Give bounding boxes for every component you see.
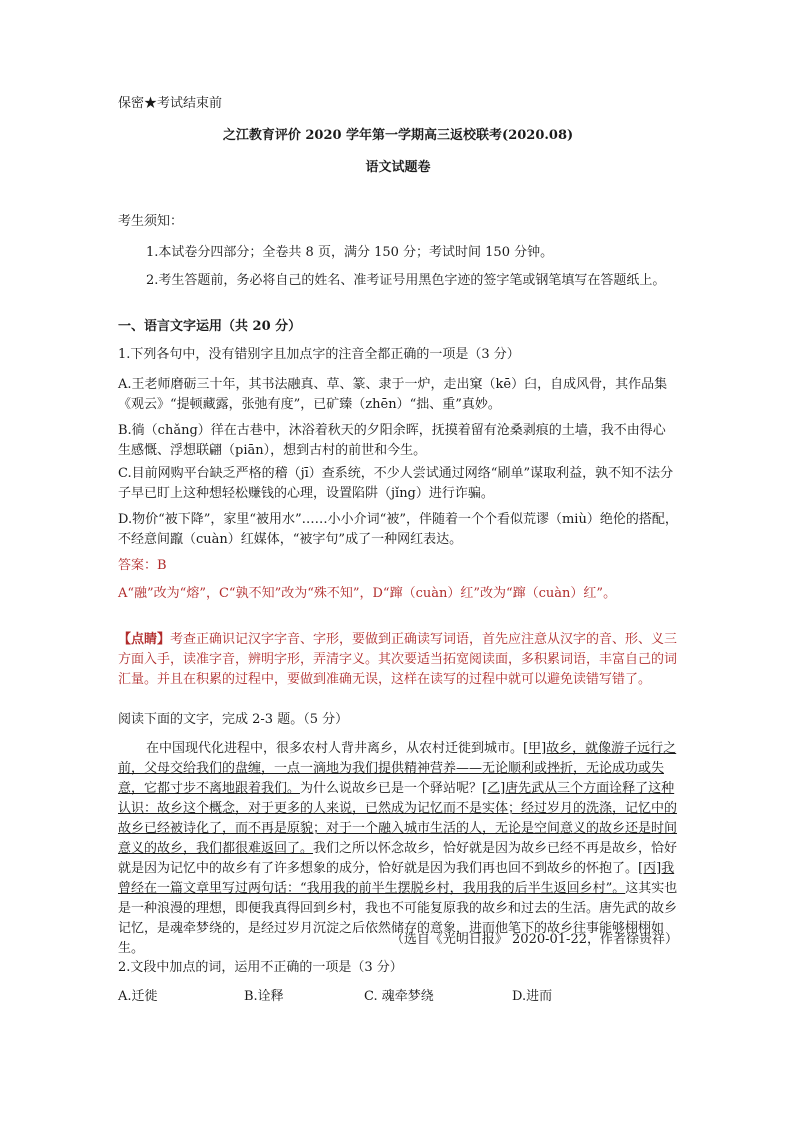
notice-label: 考生须知： — [118, 214, 184, 229]
question-2-stem: 2.文段中加点的词，运用不正确的一项是（3 分） — [118, 960, 403, 975]
secret-label: 保密★考试结束前 — [118, 96, 223, 111]
question-2-option-b: B.诠释 — [244, 989, 284, 1004]
passage-part-3: 我们之所以怀念故乡，恰好就是因为故乡已经不再是故乡，恰好就是因为记忆中的故乡有了许多想象的成分，恰好就是因为我们再也回不到故乡的怀抱了。 — [118, 841, 678, 876]
passage-part-bing: [丙]我曾经在一篇文章里写过两句话：“我用我的前半生摆脱乡村，我用我的后半生返回乡村”。 — [118, 861, 675, 896]
notice-item-1: 1.本试卷分四部分；全卷共 8 页，满分 150 分；考试时间 150 分钟。 — [146, 245, 554, 260]
passage-part-jia: [甲]故乡，就像游子远行之前，父母交给我们的盘缠，一点一滴地为我们提供精神营养——无论顺利或挫折，无论成功或失意，它都寸步不离地跟着我们。 — [118, 741, 677, 796]
passage-source: （选自《光明日报》 2020-01-22，作者徐贵祥） — [390, 932, 678, 947]
question-1-stem: 1.下列各句中，没有错别字且加点字的注音全都正确的一项是（3 分） — [118, 347, 520, 362]
passage-part-2: 为什么说故乡已是一个驿站呢？ — [300, 781, 483, 796]
question-1-option-b: B.徜（chǎng）徉在古巷中，沐浴着秋天的夕阳余晖，抚摸着留有沧桑剥痕的土墙，我不由得心生感慨、浮想联翩（piān），想到古村的前世和今生。 — [118, 423, 666, 458]
question-2-option-c: C. 魂牵梦绕 — [364, 989, 434, 1004]
section-heading: 一、语言文字运用（共 20 分） — [118, 319, 302, 334]
question-2-option-a: A.迁徙 — [118, 989, 158, 1004]
question-1-answer: 答案：B — [118, 558, 167, 573]
passage-part-4: 这其实也是一种浪漫的理想，即便我真得回到乡村，我也不可能复原我的故乡和过去的生活。唐先武的故乡记忆，是魂牵梦绕的，是经过岁月沉淀之后依然储存的意象，进而他笔下的故乡往事能够栩栩如生。 — [118, 881, 678, 956]
exam-title: 之江教育评价 2020 学年第一学期高三返校联考(2020.08) — [222, 128, 574, 143]
question-1-tip — [118, 630, 678, 690]
question-1-option-a: A.王老师磨砺三十年，其书法融真、草、篆、隶于一炉，走出窠（kē）臼，自成风骨，其作品集《观云》“提顿藏露，张弛有度”，已矿臻（zhēn）“拙、重”真妙。 — [118, 377, 668, 412]
question-1-option-c: C.目前网购平台缺乏严格的稽（jī）查系统，不少人尝试通过网络“刷单”谋取利益，孰不知不法分子早已盯上这种想轻松赚钱的心理，设置陷阱（jǐng）进行诈骗。 — [118, 466, 674, 501]
exam-subtitle: 语文试题卷 — [365, 160, 431, 175]
notice-item-2: 2.考生答题前，务必将自己的姓名、准考证号用黑色字迹的签字笔或钢笔填写在答题纸上。 — [146, 273, 666, 288]
tip-label: 【点睛】 — [118, 632, 171, 647]
question-2-options — [118, 987, 678, 1007]
reading-passage — [118, 739, 678, 959]
question-1-option-d: D.物价“被下降”，家里“被用水”……小小介词“被”，伴随着一个个看似荒谬（miù）绝伦的搭配，不经意间躥（cuàn）红媒体，“被字句”成了一种网红表达。 — [118, 512, 678, 547]
question-1-explanation: A“融”改为“熔”，C“孰不知”改为“殊不知”，D“蹿（cuàn）红”改为“蹿（cuàn）红”。 — [118, 586, 617, 601]
reading-intro: 阅读下面的文字，完成 2-3 题。（5 分） — [118, 712, 349, 727]
passage-part-1: 在中国现代化进程中，很多农村人背井离乡，从农村迁徙到城市。 — [146, 741, 524, 756]
tip-text: 考查正确识记汉字字音、字形，要做到正确读写词语，首先应注意从汉字的音、形、义三方面入手，读准字音，辨明字形，弄清字义。其次要适当拓宽阅读面，多积累词语，丰富自己的词汇量。并且在积累的过程中，要做到准确无误，这样在读写的过程中就可以避免读错写错了。 — [118, 632, 678, 687]
passage-part-yi: [乙]唐先武从三个方面诠释了这种认识：故乡这个概念，对于更多的人来说，已然成为记忆而不是实体；经过岁月的洗涤，记忆中的故乡已经被诗化了，而不再是原貌；对于一个融入城市生活的人，无论是空间意义的故乡还是时间意义的故乡，我们都很难返回了。 — [118, 781, 678, 856]
question-2-option-d: D.进而 — [512, 989, 553, 1004]
